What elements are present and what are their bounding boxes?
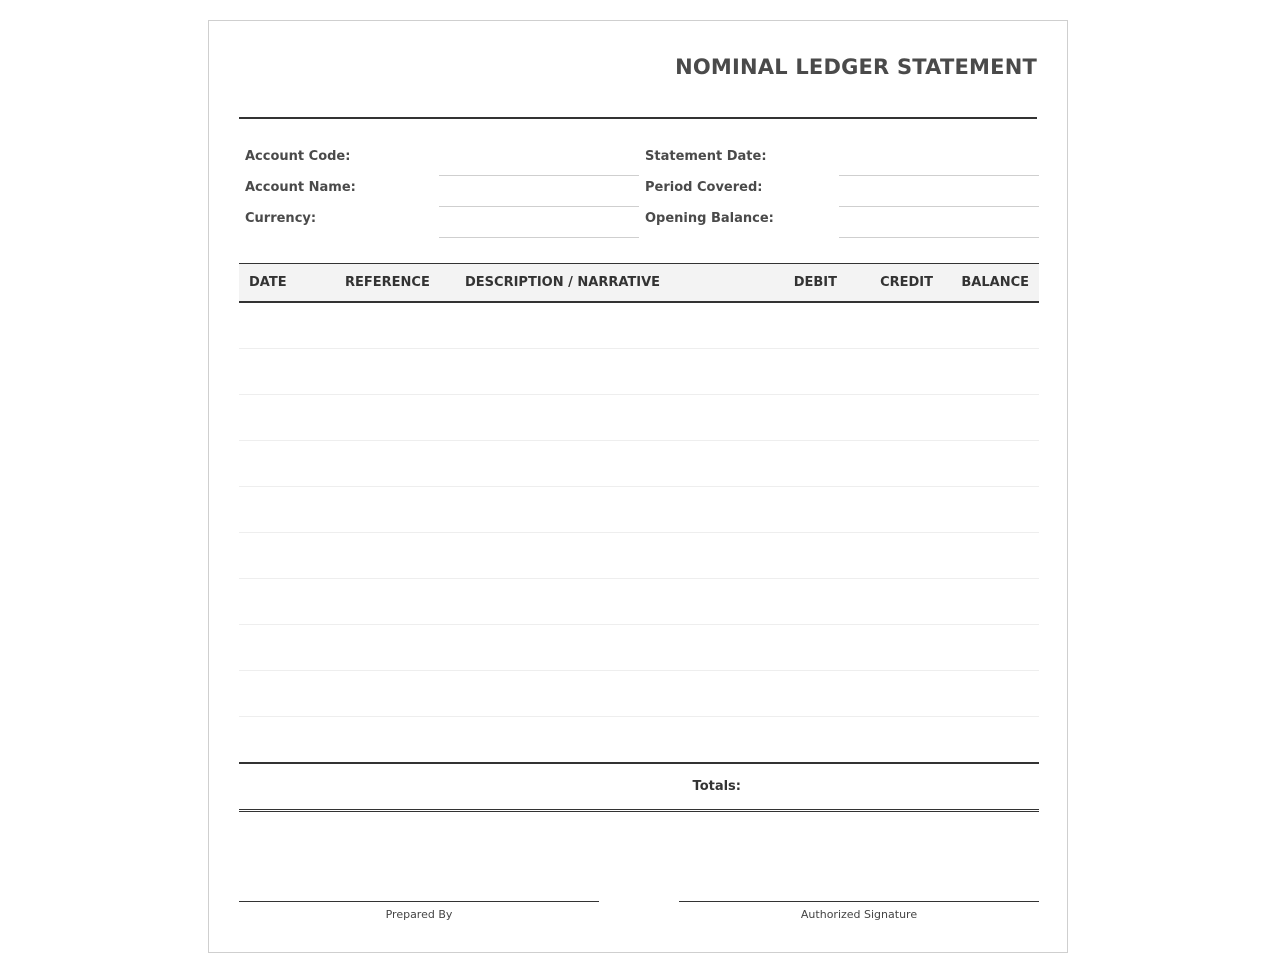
table-row[interactable] — [239, 487, 1039, 533]
table-header — [239, 263, 1039, 303]
info-row-3 — [239, 207, 1039, 238]
table-row[interactable] — [239, 349, 1039, 395]
authorized-signature-line[interactable] — [679, 901, 1039, 921]
table-row[interactable] — [239, 671, 1039, 717]
table-row[interactable] — [239, 441, 1039, 487]
table-row[interactable] — [239, 625, 1039, 671]
currency-field[interactable] — [439, 237, 639, 238]
statement-page — [208, 20, 1068, 953]
info-row-1 — [239, 145, 1039, 176]
table-row[interactable] — [239, 395, 1039, 441]
opening-balance-field[interactable] — [839, 237, 1039, 238]
account-name-label: Account Name: — [245, 180, 356, 195]
opening-balance-label: Opening Balance: — [645, 211, 774, 226]
column-header-reference: REFERENCE — [345, 275, 430, 290]
table-row[interactable] — [239, 533, 1039, 579]
authorized-signature-label: Authorized Signature — [800, 908, 918, 921]
ledger-table — [239, 263, 1039, 762]
column-header-credit: CREDIT — [880, 275, 933, 290]
column-header-balance: BALANCE — [961, 275, 1029, 290]
currency-label: Currency: — [245, 211, 317, 226]
info-row-2 — [239, 176, 1039, 207]
table-body — [239, 303, 1039, 762]
statement-date-label: Statement Date: — [645, 149, 767, 164]
table-row[interactable] — [239, 579, 1039, 625]
page-title: NOMINAL LEDGER STATEMENT — [675, 55, 1037, 79]
account-info — [239, 145, 1039, 238]
period-covered-label: Period Covered: — [645, 180, 763, 195]
column-header-description: DESCRIPTION / NARRATIVE — [465, 275, 661, 290]
column-header-date: DATE — [249, 275, 287, 290]
table-row[interactable] — [239, 303, 1039, 349]
title-divider — [239, 117, 1037, 119]
column-header-debit: DEBIT — [793, 275, 837, 290]
prepared-by-signature-line[interactable] — [239, 901, 599, 921]
table-row[interactable] — [239, 717, 1039, 762]
prepared-by-label: Prepared By — [385, 908, 453, 921]
account-code-label: Account Code: — [245, 149, 351, 164]
totals-label: Totals: — [692, 779, 741, 794]
totals-row — [239, 762, 1039, 812]
